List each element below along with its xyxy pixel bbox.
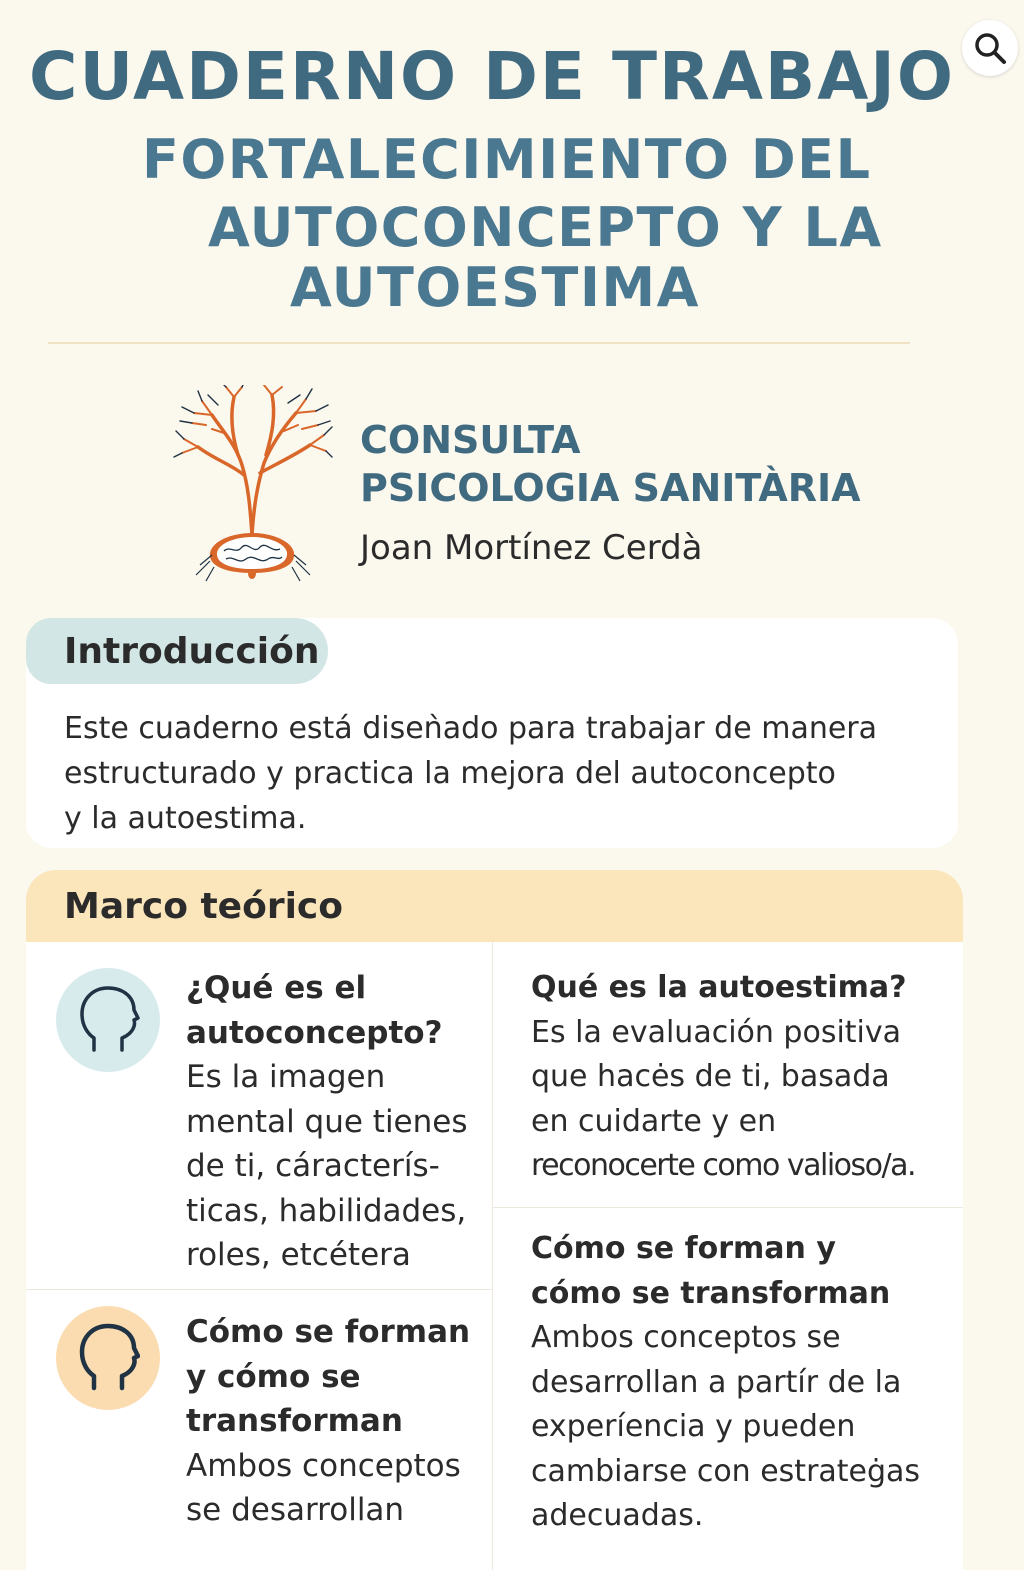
- document-title: CUADERNO DE TRABAJO: [29, 38, 955, 115]
- formacion-icon-badge: [56, 1306, 160, 1410]
- formacion-right-block: [531, 1227, 956, 1539]
- question-line: Cómo se forman y: [531, 1231, 836, 1266]
- question-line: y cómo se: [186, 1358, 361, 1395]
- answer-line: de ti, cáracterís-: [186, 1148, 440, 1184]
- question-line: autoconcepto?: [186, 1014, 443, 1051]
- answer-line: Es la evaluación positiva: [531, 1014, 902, 1050]
- question-line: ¿Qué es el: [186, 970, 367, 1006]
- answer-line: Ambos conceptos se: [531, 1320, 841, 1355]
- intro-text-line: Este cuaderno está diseǹado para trabajar de manera: [64, 711, 878, 746]
- head-profile-icon: [76, 984, 140, 1056]
- question-line: Qué es la autoestima?: [531, 970, 907, 1005]
- brand-name-line-2: PSICOLOGIA SANITÀRIA: [360, 466, 861, 510]
- column-divider: [492, 942, 493, 1570]
- author-name: Joan Mortínez Cerdà: [360, 528, 703, 568]
- question-line: cómo se transforman: [531, 1275, 891, 1311]
- row-divider-left: [26, 1289, 492, 1290]
- brand-name-line-1: CONSULTA: [360, 418, 581, 462]
- answer-line: reconocerte como valioso/a.: [531, 1148, 916, 1183]
- answer-line: roles, etcétera: [186, 1237, 411, 1273]
- subtitle-line-2: AUTOCONCEPTO Y LA: [208, 196, 883, 259]
- answer-line: Ambos conceptos: [186, 1447, 461, 1484]
- intro-section: [26, 618, 958, 848]
- answer-line: Es la imagen: [186, 1059, 386, 1095]
- intro-text: [64, 706, 924, 841]
- answer-line: adecuadas.: [531, 1498, 704, 1533]
- answer-line: en cuidarte y en: [531, 1103, 777, 1139]
- head-profile-icon: [76, 1322, 140, 1394]
- intro-text-line: estructurado y practica la mejora del autoconcepto: [64, 756, 836, 791]
- answer-line: experíencia y pueden: [531, 1409, 856, 1444]
- header-divider: [48, 342, 910, 344]
- marco-heading: Marco teórico: [26, 870, 963, 942]
- subtitle-line-3: AUTOESTIMA: [290, 256, 700, 319]
- marco-teorico-section: [26, 870, 963, 1570]
- tree-brain-logo: [172, 385, 334, 585]
- answer-line: ticas, habilidades,: [186, 1192, 467, 1229]
- answer-line: se desarrollan: [186, 1492, 405, 1528]
- autoconcepto-block: [186, 966, 486, 1278]
- question-line: transforman: [186, 1403, 403, 1439]
- autoconcepto-icon-badge: [56, 968, 160, 1072]
- autoestima-block: [531, 966, 956, 1189]
- formacion-left-block: [186, 1310, 486, 1533]
- intro-heading: Introducción: [26, 618, 328, 684]
- answer-line: cambiarse con estrateġas: [531, 1453, 921, 1489]
- row-divider-right: [493, 1207, 963, 1208]
- answer-line: desarrollan a partír de la: [531, 1364, 902, 1400]
- question-line: Cómo se forman: [186, 1314, 471, 1350]
- answer-line: mental que tienes: [186, 1103, 468, 1140]
- answer-line: que hacės de ti, basada: [531, 1059, 890, 1094]
- intro-text-line: y la autoestima.: [64, 801, 307, 836]
- subtitle-line-1: FORTALECIMIENTO DEL: [142, 128, 872, 191]
